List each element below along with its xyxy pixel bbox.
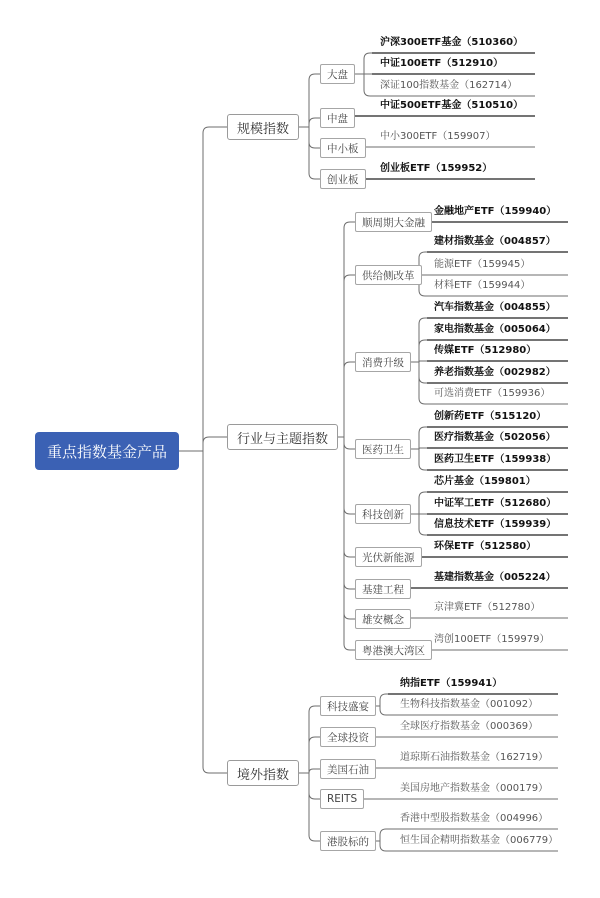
category-connector [338, 275, 355, 437]
fund-item[interactable]: 香港中型股指数基金（004996） [400, 813, 549, 824]
fund-item[interactable]: 建材指数基金（004857） [434, 236, 556, 247]
subgroup-connector [376, 829, 388, 841]
fund-item[interactable]: 医药卫生ETF（159938） [434, 454, 557, 465]
subgroup-node[interactable]: 供给侧改革 [355, 265, 422, 285]
subgroup-node[interactable]: 全球投资 [320, 727, 376, 747]
fund-item[interactable]: 环保ETF（512580） [434, 541, 537, 552]
fund-item[interactable]: 汽车指数基金（004855） [434, 302, 556, 313]
subgroup-node[interactable]: 美国石油 [320, 759, 376, 779]
subgroup-node[interactable]: 顺周期大金融 [355, 212, 432, 232]
subgroup-node[interactable]: 港股标的 [320, 831, 376, 851]
subgroup-connector [411, 340, 427, 362]
fund-item[interactable]: 生物科技指数基金（001092） [400, 699, 539, 710]
subgroup-node[interactable]: 基建工程 [355, 579, 411, 599]
subgroup-connector [376, 841, 388, 851]
fund-item[interactable]: 美国房地产指数基金（000179） [400, 783, 549, 794]
subgroup-connector [376, 694, 388, 706]
root-connector [179, 127, 227, 451]
subgroup-node[interactable]: 雄安概念 [355, 609, 411, 629]
category-connector [338, 437, 355, 619]
subgroup-node[interactable]: 光伏新能源 [355, 547, 422, 567]
subgroup-node[interactable]: 医药卫生 [355, 439, 411, 459]
root-node[interactable]: 重点指数基金产品 [35, 432, 179, 470]
fund-item[interactable]: 恒生国企精明指数基金（006779） [400, 835, 559, 846]
subgroup-node[interactable]: 消费升级 [355, 352, 411, 372]
fund-item[interactable]: 养老指数基金（002982） [434, 367, 556, 378]
fund-item[interactable]: 中证100ETF（512910） [380, 58, 504, 69]
fund-item[interactable]: 纳指ETF（159941） [400, 678, 503, 689]
subgroup-node[interactable]: 大盘 [320, 64, 355, 84]
subgroup-connector [411, 492, 427, 514]
subgroup-node[interactable]: 中盘 [320, 108, 355, 128]
subgroup-node[interactable]: 科技盛宴 [320, 696, 376, 716]
fund-item[interactable]: 材料ETF（159944） [434, 280, 531, 291]
subgroup-connector [411, 427, 427, 449]
category-node[interactable]: 境外指数 [227, 760, 299, 786]
fund-item[interactable]: 基建指数基金（005224） [434, 572, 556, 583]
category-connector [338, 437, 355, 449]
subgroup-connector [355, 53, 372, 74]
subgroup-node[interactable]: 粤港澳大湾区 [355, 640, 432, 660]
subgroup-node[interactable]: 创业板 [320, 169, 366, 189]
category-connector [299, 773, 320, 841]
fund-item[interactable]: 沪深300ETF基金（510360） [380, 37, 524, 48]
subgroup-node[interactable]: 中小板 [320, 138, 366, 158]
category-connector [338, 362, 355, 437]
category-connector [299, 737, 320, 773]
category-connector [338, 222, 355, 437]
subgroup-connector [411, 449, 427, 470]
fund-item[interactable]: 芯片基金（159801） [434, 476, 536, 487]
fund-item[interactable]: 全球医疗指数基金（000369） [400, 721, 539, 732]
fund-item[interactable]: 京津冀ETF（512780） [434, 602, 541, 613]
category-node[interactable]: 规模指数 [227, 114, 299, 140]
fund-item[interactable]: 可选消费ETF（159936） [434, 388, 551, 399]
fund-item[interactable]: 创新药ETF（515120） [434, 411, 547, 422]
category-connector [299, 74, 320, 127]
fund-item[interactable]: 家电指数基金（005064） [434, 324, 556, 335]
subgroup-connector [355, 74, 372, 96]
fund-item[interactable]: 深证100指数基金（162714） [380, 80, 518, 91]
category-connector [299, 127, 320, 179]
fund-item[interactable]: 信息技术ETF（159939） [434, 519, 557, 530]
fund-item[interactable]: 医疗指数基金（502056） [434, 432, 556, 443]
fund-item[interactable]: 传媒ETF（512980） [434, 345, 537, 356]
fund-item[interactable]: 能源ETF（159945） [434, 259, 531, 270]
subgroup-node[interactable]: 科技创新 [355, 504, 411, 524]
fund-item[interactable]: 创业板ETF（159952） [380, 163, 493, 174]
fund-item[interactable]: 道琼斯石油指数基金（162719） [400, 752, 549, 763]
fund-item[interactable]: 中证军工ETF（512680） [434, 498, 557, 509]
fund-item[interactable]: 中证500ETF基金（510510） [380, 100, 524, 111]
fund-item[interactable]: 湾创100ETF（159979） [434, 634, 550, 645]
fund-item[interactable]: 金融地产ETF（159940） [434, 206, 557, 217]
subgroup-connector [411, 514, 427, 535]
category-node[interactable]: 行业与主题指数 [227, 424, 338, 450]
subgroup-connector [376, 706, 388, 715]
subgroup-node[interactable]: REITS [320, 789, 364, 809]
fund-item[interactable]: 中小300ETF（159907） [380, 131, 496, 142]
root-connector [179, 451, 227, 773]
category-connector [338, 437, 355, 557]
